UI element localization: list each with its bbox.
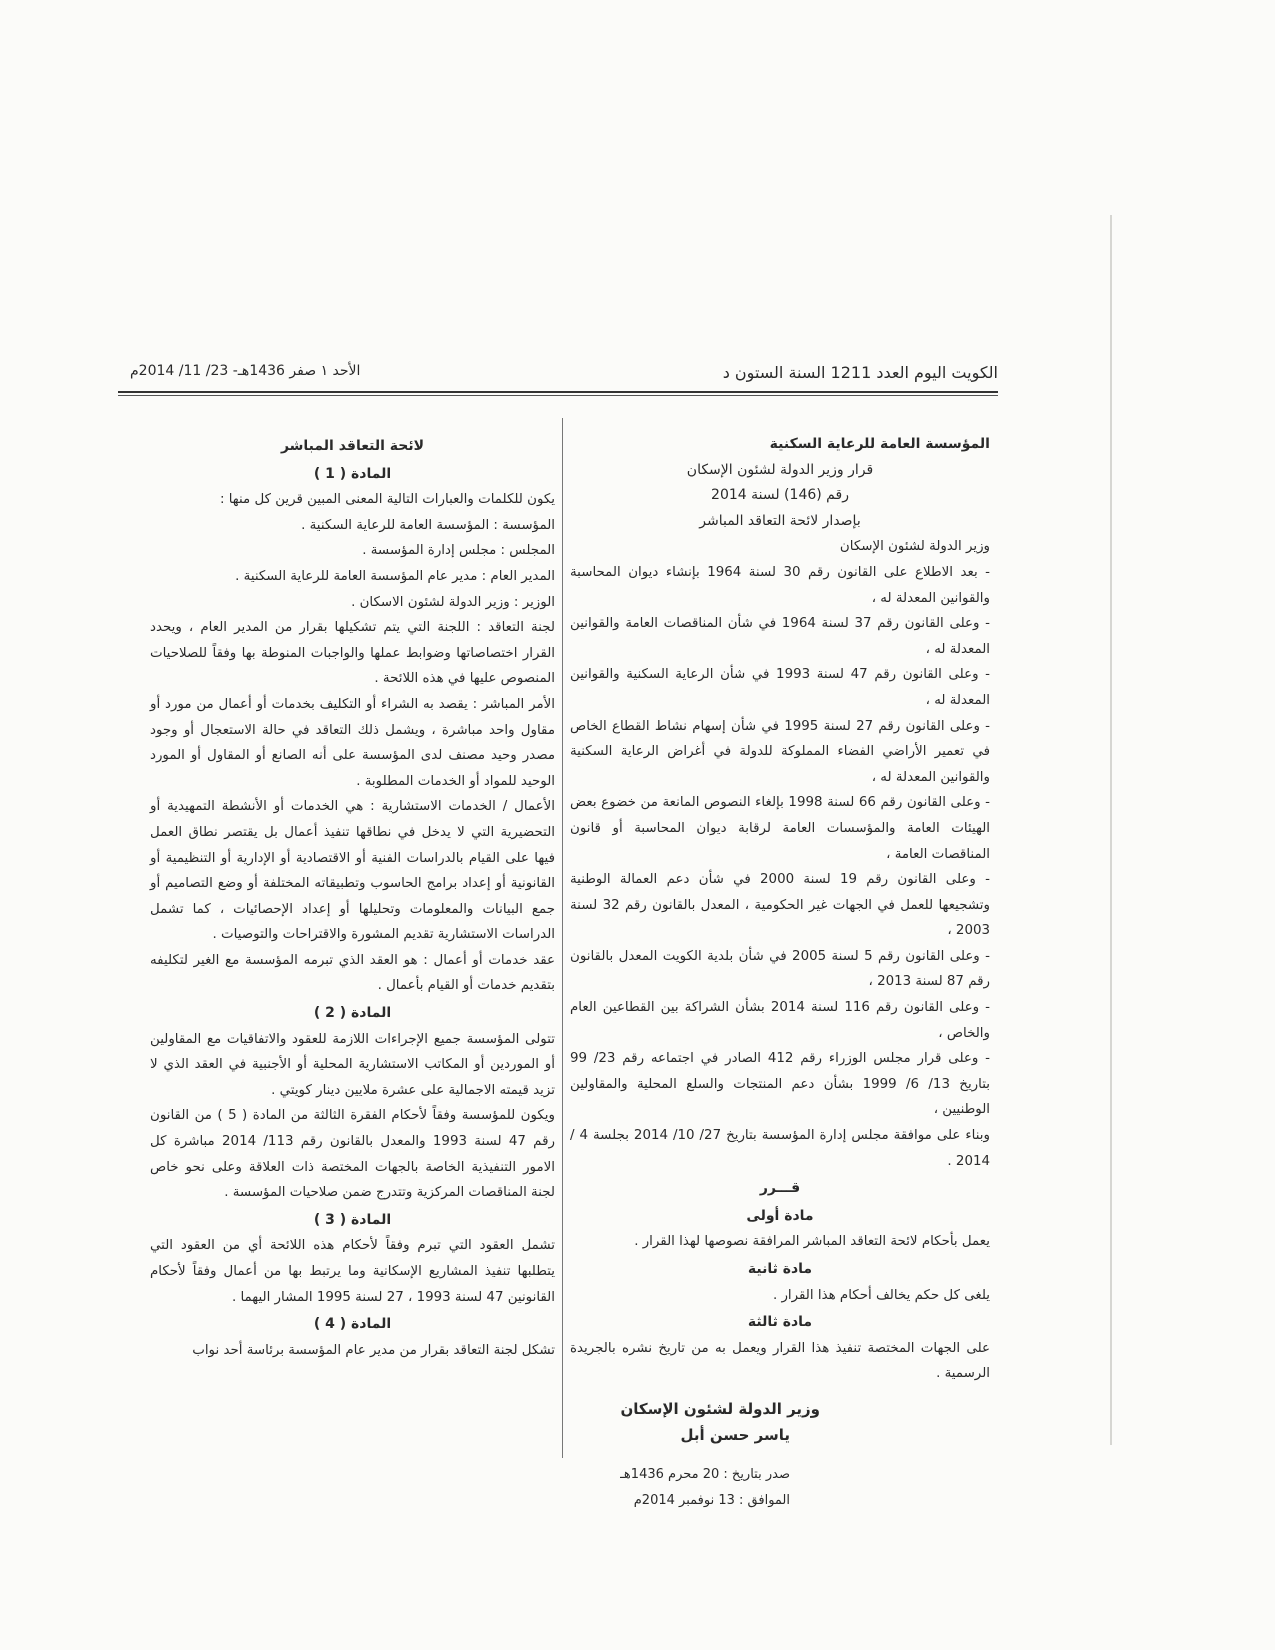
preamble-item: - وعلى القانون رقم 116 لسنة 2014 بشأن الشراكة بين القطاعين العام والخاص ، xyxy=(570,1000,990,1041)
regulation-title: لائحة التعاقد المباشر xyxy=(280,438,425,454)
preamble-item: - وعلى القانون رقم 19 لسنة 2000 في شأن دعم العمالة الوطنية وتشجيعها للعمل في الجهات غير الحكومية ، المعدل بالقانون رقم 32 لسنة 2003 ، xyxy=(570,872,990,939)
left-column xyxy=(150,432,555,1363)
preamble-item: - بعد الاطلاع على القانون رقم 30 لسنة 1964 بإنشاء ديوان المحاسبة والقوانين المعدلة له ، xyxy=(570,564,990,606)
gazette-header xyxy=(118,361,998,391)
definition-item: المدير العام : مدير عام المؤسسة العامة للرعاية السكنية . xyxy=(235,568,555,584)
definition-item: عقد خدمات أو أعمال : هو العقد الذي تبرمه المؤسسة مع الغير لتكليفه بتقديم خدمات أو القيام بأعمال . xyxy=(150,952,555,994)
article-text: يعمل بأحكام لائحة التعاقد المباشر المرافقة نصوصها لهذا القرار . xyxy=(634,1234,990,1250)
article-text: ويكون للمؤسسة وفقاً لأحكام الفقرة الثالثة من المادة ( 5 ) من القانون رقم 47 لسنة 1993 والمعدل بالقانون رقم 113/ 2014 مباشرة كل الامور التنفيذية الخاصة بالجهات المختصة ذات العلاقة وعلى نحو خاص لجنة المناقصات المركزية وتتدرج ضمن صلاحيات المؤسسة . xyxy=(150,1108,555,1201)
definition-item: الوزير : وزير الدولة لشئون الاسكان . xyxy=(351,594,555,610)
signature-title: وزير الدولة لشئون الإسكان xyxy=(620,1399,820,1418)
gazette-issue-info: الكويت اليوم العدد 1211 السنة الستون د xyxy=(722,363,998,382)
definition-item: المؤسسة : المؤسسة العامة للرعاية السكنية . xyxy=(301,517,555,533)
article-heading: المادة ( 3 ) xyxy=(313,1211,392,1228)
organization-name: المؤسسة العامة للرعاية السكنية xyxy=(769,436,990,452)
definition-item: الأمر المباشر : يقصد به الشراء أو التكليف بخدمات أو أعمال من مورد أو مقاول واحد مباشرة ، ويشمل ذلك التعاقد في حالة الاستعجال أو وجود مصدر وحيد مصنف لدى المؤسسة على أنه الصانع أو المقاول أو المورد الوحيد للمواد أو الخدمات المطلوبة . xyxy=(150,696,555,789)
article-heading: المادة ( 1 ) xyxy=(313,465,392,482)
signature-name: ياسر حسن أبل xyxy=(680,1425,790,1444)
article-text: تشكل لجنة التعاقد بقرار من مدير عام المؤسسة برئاسة أحد نواب xyxy=(192,1342,555,1358)
preamble-item: - وعلى القانون رقم 5 لسنة 2005 في شأن بلدية الكويت المعدل بالقانون رقم 87 لسنة 2013 ، xyxy=(570,948,990,990)
issue-date: صدر بتاريخ : 20 محرم 1436هـ xyxy=(620,1467,790,1483)
preamble-item: - وعلى القانون رقم 27 لسنة 1995 في شأن إسهام نشاط القطاع الخاص في تعمير الأراضي الفضاء المملوكة للدولة في أغراض الرعاية السكنية والقوانين المعدلة له ، xyxy=(570,718,991,785)
decree-title-1: قرار وزير الدولة لشئون الإسكان xyxy=(686,461,874,478)
definition-item: لجنة التعاقد : اللجنة التي يتم تشكيلها بقرار من المدير العام ، ويحدد القرار اختصاصاتها وضوابط عملها والواجبات المنوطة بها وفقاً للصلاحيات المنصوص عليها في هذه اللائحة . xyxy=(150,620,555,687)
article-heading: مادة ثالثة xyxy=(747,1314,813,1331)
definition-item: الأعمال / الخدمات الاستشارية : هي الخدمات أو الأنشطة التمهيدية أو التحضيرية التي لا يدخل في نطاقها تنفيذ أعمال بل يقتصر نطاق العمل فيها على القيام بالدراسات الفنية أو الاقتصادية أو الإدارية أو التنظيمية أو القانونية أو إعداد برامج الحاسوب وتطبيقاته المختلفة أو وضع التصاميم أو جمع البيانات والمعلومات وتحليلها أو إعداد الإحصائيات ، كما تشمل الدراسات الاستشارية تقديم المشورة والاقتراحات والتوصيات . xyxy=(150,799,555,943)
article-text: تتولى المؤسسة جميع الإجراءات اللازمة للعقود والاتفاقيات مع المقاولين أو الموردين أو المكاتب الاستشارية المحلية أو الأجنبية في العقد الذي لا تزيد قيمته الاجمالية على عشرة ملايين دينار كويتي . xyxy=(150,1031,555,1098)
article-heading: مادة أولى xyxy=(746,1207,814,1224)
right-column xyxy=(570,432,990,1513)
article-heading: المادة ( 4 ) xyxy=(313,1316,392,1333)
preamble-item: - وعلى القانون رقم 37 لسنة 1964 في شأن المناقصات العامة والقوانين المعدلة له ، xyxy=(570,616,991,657)
decree-title-2: رقم (146) لسنة 2014 xyxy=(711,487,849,504)
decree-title-3: بإصدار لائحة التعاقد المباشر xyxy=(699,512,861,529)
article-text: يلغى كل حكم يخالف أحكام هذا القرار . xyxy=(772,1287,990,1303)
article-text: على الجهات المختصة تنفيذ هذا القرار ويعمل به من تاريخ نشره بالجريدة الرسمية . xyxy=(570,1340,990,1382)
preamble-item: - وعلى القانون رقم 47 لسنة 1993 في شأن الرعاية السكنية والقوانين المعدلة له ، xyxy=(570,667,990,708)
decree-issuer: وزير الدولة لشئون الإسكان xyxy=(839,539,990,555)
article-intro: يكون للكلمات والعبارات التالية المعنى المبين قرين كل منها : xyxy=(219,492,555,508)
article-text: تشمل العقود التي تبرم وفقاً لأحكام هذه اللائحة أي من العقود التي يتطلبها تنفيذ المشاريع الإسكانية وما يرتبط بها من أعمال وفقاً لأحكام القانونين 47 لسنة 1993 ، 27 لسنة 1995 المشار اليهما . xyxy=(150,1238,555,1305)
scan-edge xyxy=(1110,215,1112,1445)
preamble-item: - وعلى قرار مجلس الوزراء رقم 412 الصادر في اجتماعه رقم 23/ 99 بتاريخ 13/ 6/ 1999 بشأن دعم المنتجات والسلع المحلية والمقاولين الوطنيين ، xyxy=(570,1051,990,1118)
article-heading: مادة ثانية xyxy=(747,1261,813,1277)
header-rule xyxy=(118,391,998,393)
header-rule-thin xyxy=(118,395,998,396)
column-divider xyxy=(562,418,563,1458)
article-heading: المادة ( 2 ) xyxy=(313,1005,392,1022)
definition-item: المجلس : مجلس إدارة المؤسسة . xyxy=(362,543,555,559)
gazette-date: الأحد ١ صفر 1436هـ- 23/ 11/ 2014م xyxy=(130,363,361,379)
corresponding-date: الموافق : 13 نوفمبر 2014م xyxy=(633,1492,790,1508)
decision-heading: قـــرر xyxy=(759,1180,801,1197)
preamble-item: وبناء على موافقة مجلس إدارة المؤسسة بتاريخ 27/ 10/ 2014 بجلسة 4 / 2014 . xyxy=(570,1128,990,1169)
preamble-item: - وعلى القانون رقم 66 لسنة 1998 بإلغاء النصوص المانعة من خضوع بعض الهيئات العامة والمؤسسات العامة لرقابة ديوان المحاسبة أو قانون المناقصات العامة ، xyxy=(570,795,990,862)
